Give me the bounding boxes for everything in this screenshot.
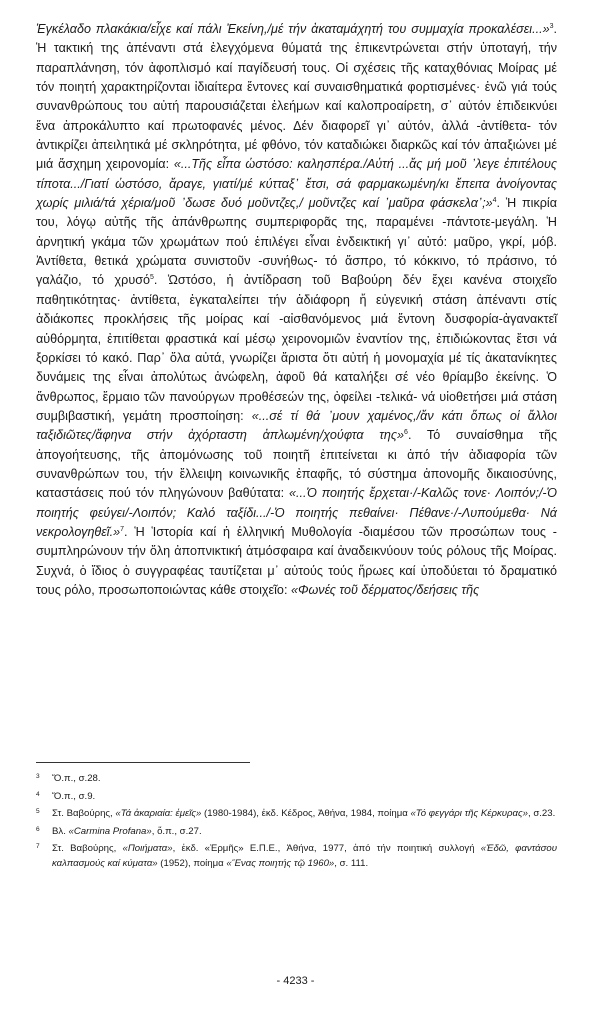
quote: «...σέ τί θά ᾽μουν χαμένος,/ἄν κάτι ὅπως οἱ ἄλλοι ταξιδιῶτες/ἄφηνα στήν ἀχόρταστη ἀπλωμένη/χούφτα της» xyxy=(36,408,557,443)
footnote-ref[interactable]: 4 xyxy=(492,196,497,204)
body-text: . Ἡ πικρία του, λόγῳ αὐτῆς τῆς ἀπάνθρωπης συμπεριφορᾶς της, παραμένει -πάντοτε-μεγάλη. Ἡ ἀρνητική γκάμα τῶν χρωμάτων πού ἐπιλέγει εἶναι ἐνδεικτική γι᾽ αὐτό: μαῦρο, γκρί, μόβ. Ἀντίθετα, θετικά χρώματα συνιστοῦν -συνήθως- τό ἄσπρο, τό κόκκινο, τό πράσινο, τό γαλάζιο, τό χρυσό xyxy=(36,196,557,288)
body-text: . Ἡ τακτική της ἀπέναντι στά ἐλεγχόμενα θύματά της ἐπικεντρώνεται στήν ὑποταγή, τήν παραπλάνηση, τόν ἀφοπλισμό καί παγίδευσή τους. Οἱ σχέσεις τῆς καταχθόνιας Μοίρας μέ τόν ποιητή χαρακτηρίζονται ἰδιαίτερα ἔντονες καί συναισθηματικά φορτισμένες· ἐνῶ γιά τούς συνανθρώπους του αὐτή παρουσιάζεται ἐλεήμων καί καλοπροαίρετη, σ᾽ αὐτόν ἐπιδεικνύει ἕνα ἀπροκάλυπτο καί πρωτοφανές μένος. Δέν διαφορεῖ γι᾽ αὐτόν, ἀλλά -ἀντίθετα- τόν ἀντικρίζει ἀπειλητικά μέ σκληρότητα, μέ φθόνο, τόν καταδιώκει διαρκῶς καί τόν ἀπαξιώνει μέ μιά ἄσχημη χειρονομία: xyxy=(36,22,557,172)
page-number: - 4233 - xyxy=(276,975,315,987)
footnote-ref[interactable]: 3 xyxy=(549,22,554,30)
body-text: . Ἡ Ἱστορία καί ἡ ἑλληνική Μυθολογία -διαμέσου τῶν προσώπων τους - συμπληρώνουν τήν ὅλη ἀποπνικτική ἀτμόσφαιρα καί ἀναδεικνύουν τούς ρόλους τῆς Μοίρας. Συχνά, ὁ ἴδιος ὁ συγγραφέας ταυτίζεται μ᾽ αὐτούς τούς ἥρωες καί ὑποδύεται τό δραματικό τους ρόλο, προσωποποιώντας κάθε στοιχεῖο: xyxy=(36,524,557,597)
footnote-text-part: Στ. Βαβούρης, xyxy=(52,843,123,855)
footnote xyxy=(36,825,557,840)
quote: «...Ὁ ποιητής ἔρχεται·/-Καλῶς τονε· Λοιπόν;/-Ὁ ποιητής φεύγει/-Λοιπόν; Καλό ταξίδι.../-Ὁ ποιητής πεθαίνει· Πέθανε·/-Λυπούμεθα· Νά νεκρολογηθεῖ.» xyxy=(36,486,558,539)
footnote-ref[interactable]: 6 xyxy=(404,429,408,437)
footnote-title: «Τά ἀκαριαία: ἐμεῖς» xyxy=(115,808,202,820)
footnote-ref[interactable]: 5 xyxy=(150,274,154,282)
body-text: . Τό συναίσθημα τῆς ἀπογοήτευσης, τῆς ἀπομόνωσης τοῦ ποιητῆ ἐπιτείνεται κι ἀπό τήν ἀδιαφορία τῶν συνανθρώπων του, τήν ἔλλειψη κοινωνικῆς ἐπαφῆς, τό σύστημα ἀπονομῆς δικαιοσύνης, καταστάσεις πού τόν πληγώνουν βαθύτατα: xyxy=(36,428,558,501)
footnote xyxy=(36,807,557,822)
footnote xyxy=(36,790,557,805)
footnote-text xyxy=(52,807,557,822)
footnote xyxy=(36,772,557,787)
footnote-number: 7 xyxy=(36,843,40,851)
footnote-text xyxy=(52,842,557,871)
footnote-number: 3 xyxy=(36,773,40,780)
footnote-text-part: (1952), ποίημα xyxy=(157,857,227,869)
footnote-title: «Ποιήματα» xyxy=(122,843,173,855)
footnote-number: 4 xyxy=(36,790,40,798)
footnote-text-part: Ὅ.π., σ.9. xyxy=(52,790,96,802)
footnote-text-part: Ὅ.π., σ.28. xyxy=(52,773,101,784)
footnote-title: «Ἕνας ποιητής τῷ 1960» xyxy=(226,857,335,869)
footnote xyxy=(36,842,557,871)
footnote-ref[interactable]: 7 xyxy=(120,525,125,533)
footnote-title: «Ἐδῶ, φαντάσου καλπασμούς καί κύματα» xyxy=(52,843,557,869)
footnote-text-part: (1980-1984), ἐκδ. Κέδρος, Ἀθήνα, 1984, ποίημα xyxy=(201,808,411,820)
footnote-title: «Τό φεγγάρι τῆς Κέρκυρας» xyxy=(410,808,528,820)
quote: «Φωνές τοῦ δέρματος/δεήσεις τῆς xyxy=(290,582,480,597)
footnote-text xyxy=(52,772,557,787)
footnote-number: 6 xyxy=(36,825,40,833)
body-paragraph xyxy=(36,20,557,600)
footnote-text-part: Στ. Βαβούρης, xyxy=(52,808,116,820)
quote: «...Τῆς εἶπα ὡστόσο: καλησπέρα./Αὐτή ...ἄς μή μοῦ ᾽λεγε ἐπιτέλους τίποτα.../Γιατί ὡστόσο, ἄραγε, γιατί/μέ κύτταξ᾽ ἔτσι, σά φαρμακωμένη/κι ἔπειτα ἀνοίγοντας χωρίς μιλιά/τά χέρια/μοῦ ᾽δωσε δυό μοῦντζες,/ μοῦντζες καί ᾽μαῦρα φάσκελα᾽;» xyxy=(36,157,557,211)
footnote-text-part: , ὅ.π., σ.27. xyxy=(151,825,202,837)
page-content xyxy=(36,20,557,600)
footnote-divider xyxy=(36,762,250,763)
body-text: . Ὡστόσο, ἡ ἀντίδραση τοῦ Βαβούρη δέν ἔχει κανένα στοιχεῖο παθητικότητας· ἀντίθετα, ἐγκαταλείπει τήν ἀδιάφορη ἤ εὐγενική στάση ἀπέναντι στίς ἀδιάκοπες προκλήσεις τῆς μοίρας καί -αἰσθανόμενος μιά ἔντονη δυσφορία-ἀγανακτεῖ αὐθόρμητα, ἐπιτίθεται φραστικά καί μέσῳ χειρονομιῶν ἐναντίον της, ἐπιδιώκοντας ἔτσι νά ξορκίσει τό κακό. Παρ᾽ ὅλα αὐτά, γνωρίζει ἄριστα ὅτι αὐτή ἡ μονομαχία μέ τίς ἀκατανίκητες δυνάμεις της εἶναι ἀπολύτως ἀνώφελη, ἀφοῦ θά καταλήξει σέ νέο θρίαμβο ἐκείνης. Ὁ ἄνθρωπος, ἕρμαιο τῶν πανούργων προθέσεών της, ὀφείλει -τελικά- νά υἱοθετήσει μιά στάση συμβιβαστική, γεμάτη προσποίηση: xyxy=(36,273,557,423)
footnotes xyxy=(36,772,557,875)
footnote-text xyxy=(52,825,557,840)
footnote-title: «Carmina Profana» xyxy=(68,825,152,837)
footnote-text-part: Βλ. xyxy=(52,825,69,837)
footnote-text-part: , σ.23. xyxy=(528,808,556,820)
footnote-text-part: , ἐκδ. «Ἑρμῆς» Ε.Π.Ε., Ἀθήνα, 1977, ἀπό τήν ποιητική συλλογή xyxy=(172,843,481,855)
footnote-text-part: , σ. 111. xyxy=(334,857,369,869)
footnote-text xyxy=(52,790,557,805)
footnote-number: 5 xyxy=(36,808,40,816)
quote: Ἐγκέλαδο πλακάκια/εἶχε καί πάλι Ἐκείνη,/μέ τήν ἀκαταμάχητή του συμμαχία προκαλέσει...» xyxy=(36,22,550,36)
